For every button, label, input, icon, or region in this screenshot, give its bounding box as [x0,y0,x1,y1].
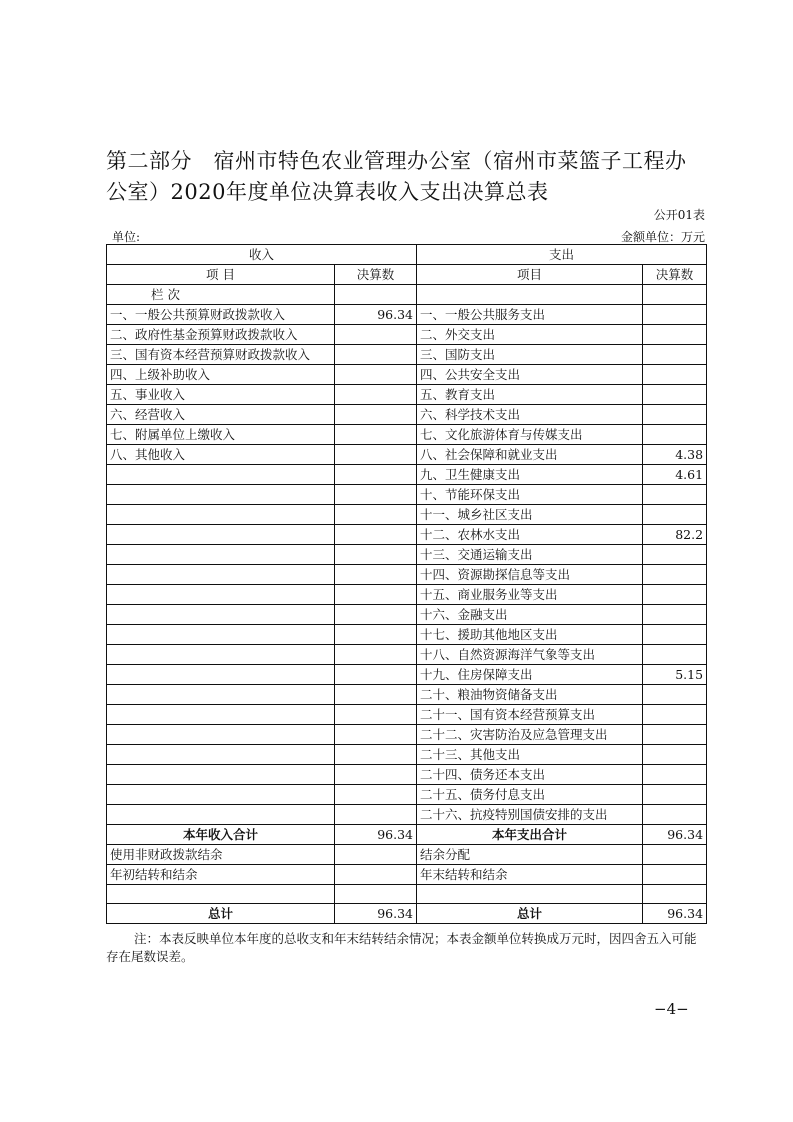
form-code: 公开01表 [653,208,705,222]
carryover-right-value [643,865,707,885]
expense-item-value [643,785,707,805]
empty-cell [107,585,335,605]
carryover-left-value [335,865,417,885]
empty-cell [335,505,417,525]
expense-item-value [643,305,707,325]
document-title: 第二部分 宿州市特色农业管理办公室（宿州市菜篮子工程办公室）2020年度单位决算表收入支出决算总表 [106,149,687,204]
expense-item-value [643,345,707,365]
empty-cell [335,745,417,765]
income-amount-header: 决算数 [335,265,417,285]
expense-item-value [643,425,707,445]
empty-cell [335,285,417,305]
empty-cell [335,665,417,685]
table-row [107,765,707,785]
income-item-value [335,345,417,365]
total-row [107,904,707,924]
table-row [107,645,707,665]
income-item-value: 96.34 [335,305,417,325]
empty-cell [107,645,335,665]
expense-item-value [643,505,707,525]
income-header: 收入 [107,245,417,265]
table-row [107,785,707,805]
carryover-left-label: 年初结转和结余 [107,865,335,885]
empty-cell [335,765,417,785]
empty-cell [335,705,417,725]
income-item-label: 七、附属单位上缴收入 [107,425,335,445]
expense-item-label: 三、国防支出 [417,345,643,365]
table-row [107,425,707,445]
expense-item-value [643,745,707,765]
empty-cell [107,665,335,685]
income-item-value [335,365,417,385]
income-item-label: 五、事业收入 [107,385,335,405]
expense-item-label: 二十三、其他支出 [417,745,643,765]
empty-cell [335,805,417,825]
empty-cell [335,525,417,545]
table-row [107,345,707,365]
table-row [107,705,707,725]
expense-subtotal-value: 96.34 [643,825,707,845]
carryover-row [107,885,707,904]
table-row [107,525,707,545]
income-item-label: 一、一般公共预算财政拨款收入 [107,305,335,325]
expense-item-value: 82.2 [643,525,707,545]
carryover-left-label [107,885,335,904]
table-row [107,605,707,625]
expense-item-label: 十八、自然资源海洋气象等支出 [417,645,643,665]
table-row [107,545,707,565]
expense-item-label: 五、教育支出 [417,385,643,405]
empty-cell [107,485,335,505]
expense-item-header: 项目 [417,265,643,285]
income-expense-table [106,244,707,924]
expense-item-label: 二、外交支出 [417,325,643,345]
expense-total-value: 96.34 [643,904,707,924]
empty-cell [107,725,335,745]
expense-item-label: 四、公共安全支出 [417,365,643,385]
table-row [107,385,707,405]
table-row [107,365,707,385]
subtotal-row [107,825,707,845]
expense-item-label: 十九、住房保障支出 [417,665,643,685]
expense-item-label: 二十五、债务付息支出 [417,785,643,805]
table-row [107,305,707,325]
income-item-value [335,425,417,445]
expense-item-label: 七、文化旅游体育与传媒支出 [417,425,643,445]
page-number: −4− [654,1000,689,1018]
expense-item-value [643,405,707,425]
carryover-right-label [417,885,643,904]
table-row [107,745,707,765]
expense-item-value [643,605,707,625]
empty-cell [335,685,417,705]
expense-item-label: 二十六、抗疫特别国债安排的支出 [417,805,643,825]
column-header-row [107,265,707,285]
income-item-label: 三、国有资本经营预算财政拨款收入 [107,345,335,365]
expense-item-value [643,765,707,785]
expense-item-label: 九、卫生健康支出 [417,465,643,485]
expense-subtotal-label: 本年支出合计 [417,825,643,845]
expense-item-value [643,365,707,385]
empty-cell [335,545,417,565]
empty-cell [107,705,335,725]
table-row [107,565,707,585]
expense-item-value [643,385,707,405]
income-item-value [335,385,417,405]
income-subtotal-value: 96.34 [335,825,417,845]
expense-item-label: 十四、资源勘探信息等支出 [417,565,643,585]
expense-item-value [643,805,707,825]
table-row [107,505,707,525]
table-row [107,805,707,825]
expense-item-label: 二十四、债务还本支出 [417,765,643,785]
empty-cell [107,505,335,525]
expense-item-value [643,645,707,665]
expense-total-label: 总计 [417,904,643,924]
income-item-header: 项 目 [107,265,335,285]
expense-item-value: 5.15 [643,665,707,685]
empty-cell [417,285,643,305]
empty-cell [107,785,335,805]
income-item-value [335,445,417,465]
expense-item-value [643,625,707,645]
empty-cell [107,625,335,645]
expense-item-label: 十六、金融支出 [417,605,643,625]
expense-item-value [643,585,707,605]
empty-cell [107,465,335,485]
expense-item-value [643,565,707,585]
income-total-label: 总计 [107,904,335,924]
column-order-row [107,285,707,305]
expense-item-value [643,685,707,705]
carryover-row [107,865,707,885]
carryover-right-label: 年末结转和结余 [417,865,643,885]
income-item-value [335,405,417,425]
expense-item-label: 二十一、国有资本经营预算支出 [417,705,643,725]
table-row [107,585,707,605]
table-row [107,485,707,505]
empty-cell [107,605,335,625]
expense-item-label: 二十二、灾害防治及应急管理支出 [417,725,643,745]
expense-header: 支出 [417,245,707,265]
expense-item-value [643,545,707,565]
expense-amount-header: 决算数 [643,265,707,285]
income-item-label: 八、其他收入 [107,445,335,465]
empty-cell [107,685,335,705]
empty-cell [107,545,335,565]
expense-item-label: 六、科学技术支出 [417,405,643,425]
expense-item-value [643,325,707,345]
table-row [107,325,707,345]
amount-unit: 金额单位：万元 [620,230,705,244]
empty-cell [643,285,707,305]
income-item-label: 二、政府性基金预算财政拨款收入 [107,325,335,345]
carryover-right-label: 结余分配 [417,845,643,865]
table-row [107,685,707,705]
expense-item-value [643,725,707,745]
empty-cell [107,805,335,825]
empty-cell [335,585,417,605]
income-total-value: 96.34 [335,904,417,924]
table-row [107,405,707,425]
empty-cell [107,745,335,765]
empty-cell [335,625,417,645]
empty-cell [335,605,417,625]
empty-cell [335,725,417,745]
expense-item-label: 十、节能环保支出 [417,485,643,505]
expense-item-label: 一、一般公共服务支出 [417,305,643,325]
table-row [107,725,707,745]
expense-item-label: 十二、农林水支出 [417,525,643,545]
empty-cell [107,765,335,785]
carryover-left-value [335,845,417,865]
expense-item-value: 4.61 [643,465,707,485]
expense-item-value [643,485,707,505]
income-item-label: 六、经营收入 [107,405,335,425]
income-item-label: 四、上级补助收入 [107,365,335,385]
income-item-value [335,325,417,345]
expense-item-label: 十七、援助其他地区支出 [417,625,643,645]
empty-cell [335,565,417,585]
carryover-right-value [643,885,707,904]
empty-cell [335,645,417,665]
empty-cell [335,785,417,805]
section-header-row [107,245,707,265]
table-row [107,445,707,465]
expense-item-label: 十五、商业服务业等支出 [417,585,643,605]
carryover-left-label: 使用非财政拨款结余 [107,845,335,865]
carryover-row [107,845,707,865]
table-row [107,465,707,485]
column-order-label: 栏 次 [107,285,335,305]
empty-cell [107,565,335,585]
expense-item-value [643,705,707,725]
expense-item-label: 十一、城乡社区支出 [417,505,643,525]
empty-cell [335,465,417,485]
table-note: 注：本表反映单位本年度的总收支和年末结转结余情况；本表金额单位转换成万元时，因四舍五入可能存在尾数误差。 [106,931,697,964]
expense-item-label: 八、社会保障和就业支出 [417,445,643,465]
table-row [107,625,707,645]
expense-item-label: 十三、交通运输支出 [417,545,643,565]
empty-cell [335,485,417,505]
unit-label: 单位: [112,230,141,244]
carryover-right-value [643,845,707,865]
expense-item-label: 二十、粮油物资储备支出 [417,685,643,705]
carryover-left-value [335,885,417,904]
expense-item-value: 4.38 [643,445,707,465]
table-row [107,665,707,685]
income-subtotal-label: 本年收入合计 [107,825,335,845]
empty-cell [107,525,335,545]
